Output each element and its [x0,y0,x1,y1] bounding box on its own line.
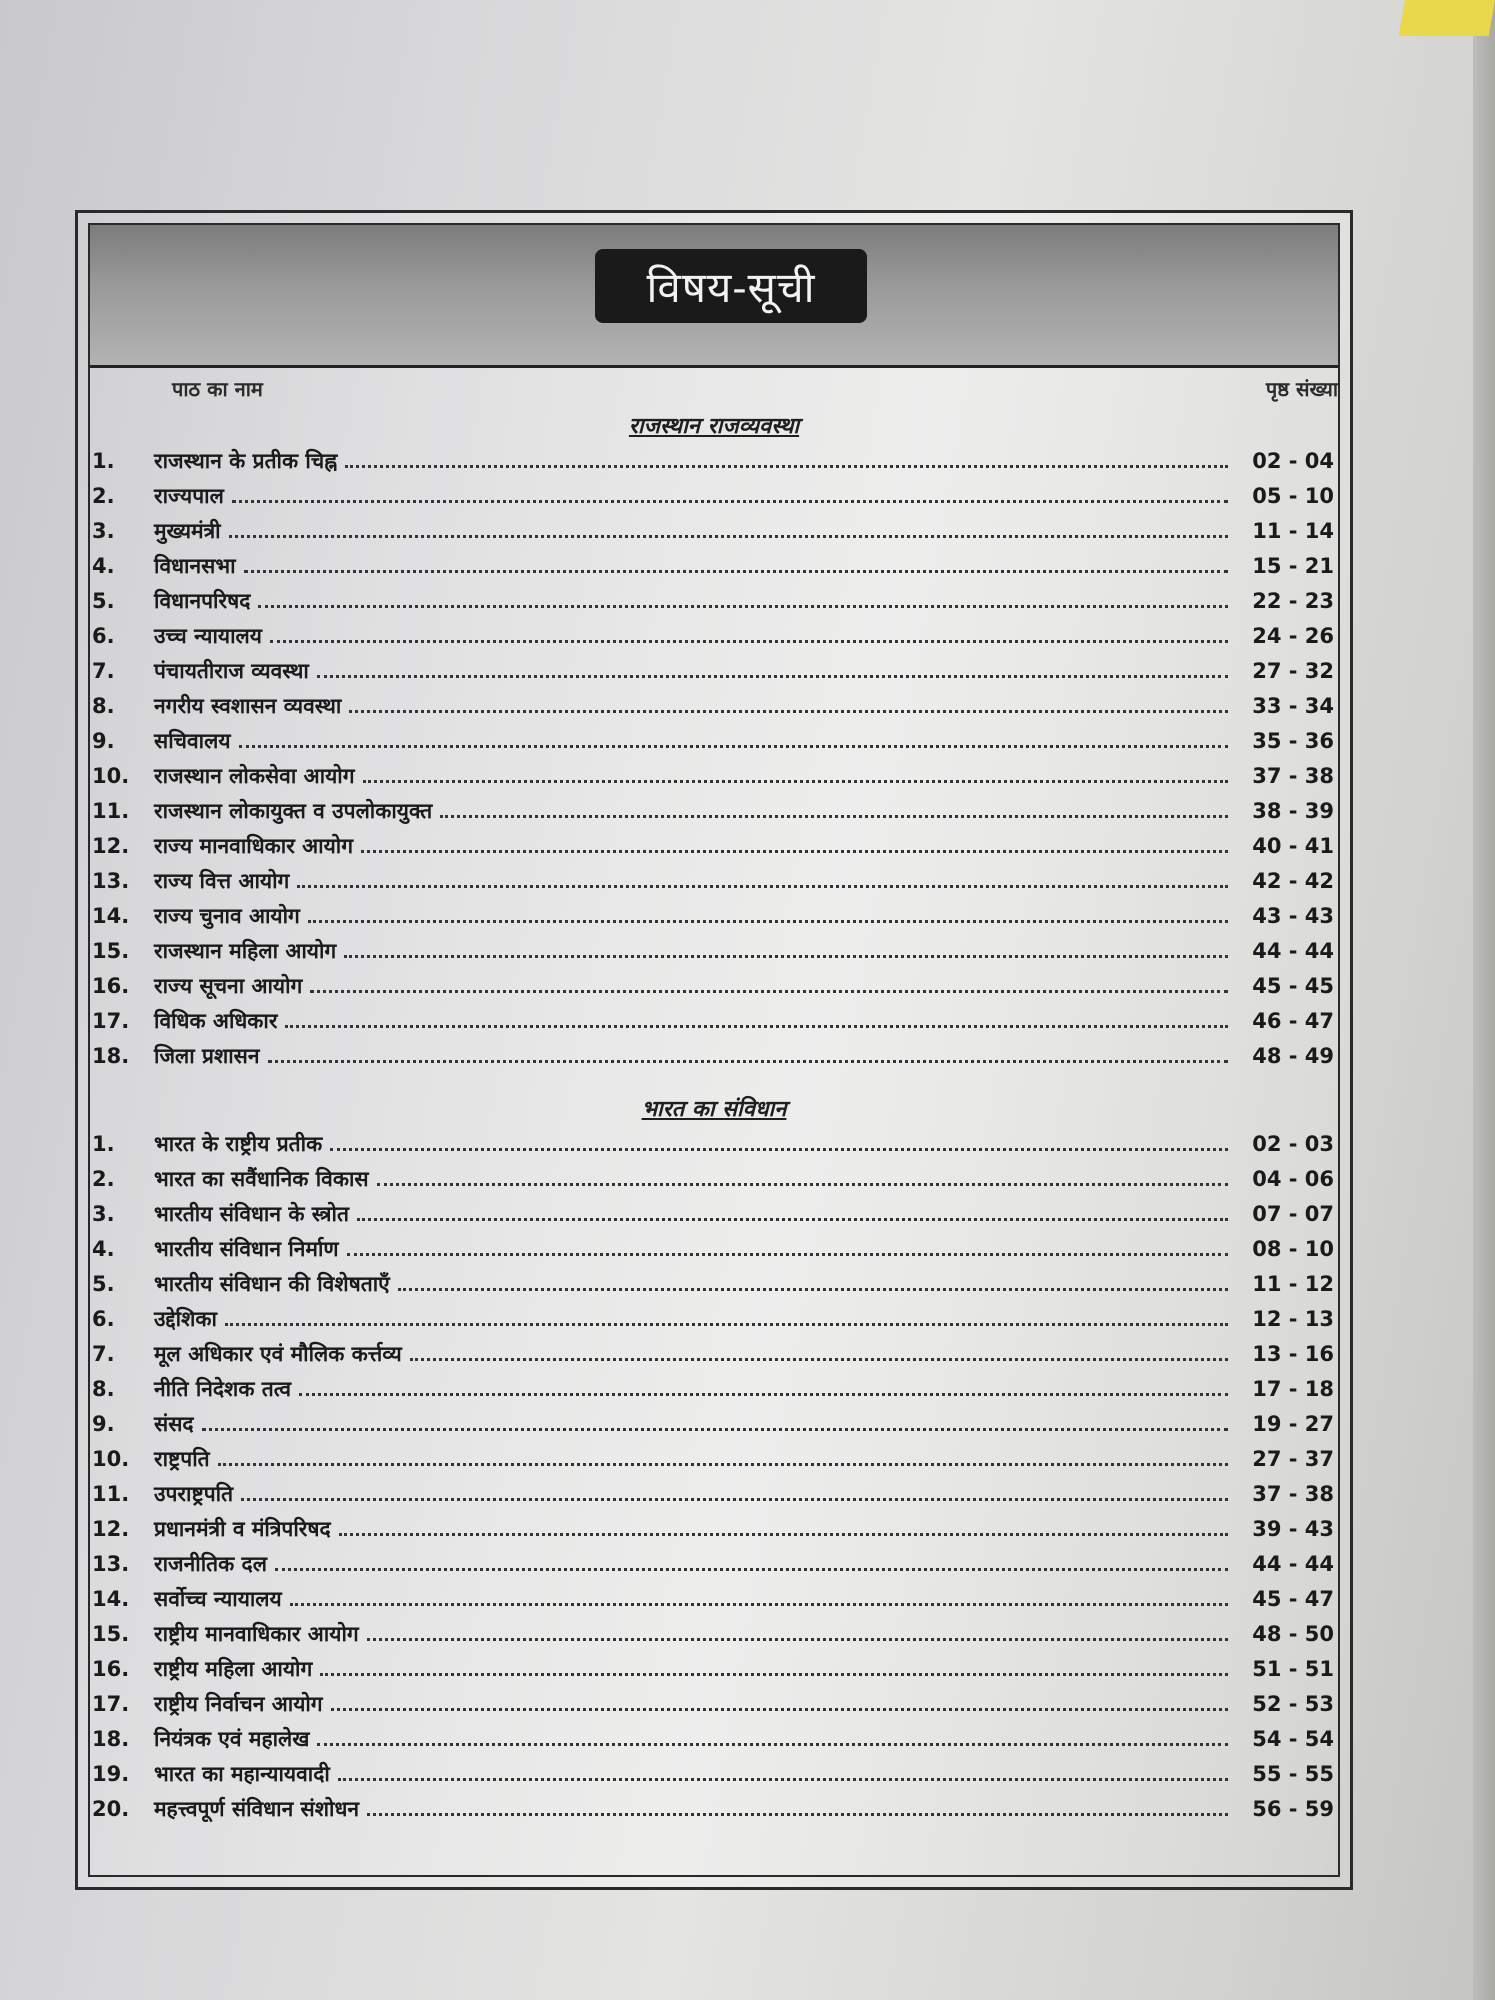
toc-item-number: 6. [92,624,115,648]
toc-row [90,1340,1338,1374]
toc-row [90,1007,1338,1041]
dot-leader [330,1147,1228,1151]
toc-item-pages: 44 - 44 [1252,1552,1334,1576]
toc-item-pages: 04 - 06 [1252,1167,1334,1191]
toc-item-number: 7. [92,1342,115,1366]
toc-item-title: नगरीय स्वशासन व्यवस्था [154,694,342,718]
toc-row [90,622,1338,656]
toc-row [90,1725,1338,1759]
page-title: विषय-सूची [595,249,867,323]
toc-row [90,1655,1338,1689]
toc-item-pages: 35 - 36 [1252,729,1334,753]
toc-item-pages: 02 - 04 [1252,449,1334,473]
toc-row [90,482,1338,516]
dot-leader [367,1812,1228,1816]
dot-leader [347,1252,1228,1256]
dot-leader [338,1777,1228,1781]
dot-leader [239,744,1228,748]
toc-item-number: 9. [92,729,115,753]
toc-row [90,902,1338,936]
dot-leader [398,1287,1228,1291]
dot-leader [317,674,1228,678]
toc-item-pages: 52 - 53 [1252,1692,1334,1716]
toc-item-title: राष्ट्रीय महिला आयोग [154,1657,313,1681]
dot-leader [285,1024,1228,1028]
toc-item-title: भारत का महान्यायवादी [154,1762,330,1786]
toc-row [90,937,1338,971]
toc-row [90,1795,1338,1829]
toc-row [90,1235,1338,1269]
toc-row [90,1270,1338,1304]
toc-frame-inner [88,223,1340,1877]
toc-item-pages: 37 - 38 [1252,1482,1334,1506]
toc-item-pages: 54 - 54 [1252,1727,1334,1751]
toc-item-title: भारतीय संविधान निर्माण [154,1237,339,1261]
dot-leader [290,1602,1228,1606]
dot-leader [320,1672,1228,1676]
toc-item-title: भारतीय संविधान के स्त्रोत [154,1202,349,1226]
toc-item-title: राज्य वित्त आयोग [154,869,290,893]
toc-row [90,727,1338,761]
dot-leader [440,814,1228,818]
toc-item-number: 11. [92,1482,130,1506]
toc-item-title: भारतीय संविधान की विशेषताएँ [154,1272,390,1296]
dot-leader [229,534,1228,538]
toc-item-number: 1. [92,449,115,473]
toc-item-pages: 07 - 07 [1252,1202,1334,1226]
toc-item-title: विधानपरिषद [154,589,251,613]
toc-item-pages: 05 - 10 [1252,484,1334,508]
dot-leader [349,709,1228,713]
toc-item-number: 14. [92,904,130,928]
dot-leader [202,1427,1228,1431]
toc-item-number: 9. [92,1412,115,1436]
toc-item-number: 19. [92,1762,130,1786]
toc-row [90,1042,1338,1076]
dot-leader [308,919,1228,923]
dot-leader [310,989,1228,993]
toc-item-pages: 27 - 37 [1252,1447,1334,1471]
toc-item-number: 3. [92,1202,115,1226]
toc-item-pages: 51 - 51 [1252,1657,1334,1681]
toc-row [90,972,1338,1006]
dot-leader [361,849,1228,853]
toc-row [90,587,1338,621]
toc-item-title: महत्त्वपूर्ण संविधान संशोधन [154,1797,360,1821]
toc-row [90,692,1338,726]
toc-item-title: राजस्थान लोकसेवा आयोग [154,764,355,788]
toc-row [90,1410,1338,1444]
toc-item-title: सर्वोच्च न्यायालय [154,1587,282,1611]
toc-item-number: 16. [92,974,130,998]
toc-item-title: उपराष्ट्रपति [154,1482,234,1506]
toc-row [90,552,1338,586]
dot-leader [218,1462,1228,1466]
toc-item-number: 13. [92,1552,130,1576]
toc-row [90,797,1338,831]
toc-item-pages: 22 - 23 [1252,589,1334,613]
toc-item-pages: 19 - 27 [1252,1412,1334,1436]
toc-item-title: उद्देशिका [154,1307,217,1331]
toc-row [90,1585,1338,1619]
toc-item-number: 8. [92,1377,115,1401]
dot-leader [377,1182,1228,1186]
toc-item-number: 15. [92,939,130,963]
toc-item-number: 17. [92,1009,130,1033]
toc-item-number: 8. [92,694,115,718]
dot-leader [241,1497,1228,1501]
toc-item-number: 20. [92,1797,130,1821]
toc-item-number: 4. [92,554,115,578]
toc-row [90,1515,1338,1549]
toc-item-pages: 13 - 16 [1252,1342,1334,1366]
toc-row [90,867,1338,901]
toc-item-title: राजस्थान लोकायुक्त व उपलोकायुक्त [154,799,433,823]
toc-item-title: राष्ट्रीय निर्वाचन आयोग [154,1692,323,1716]
toc-item-pages: 42 - 42 [1252,869,1334,893]
toc-row [90,1375,1338,1409]
toc-item-title: मूल अधिकार एवं मौलिक कर्त्तव्य [154,1342,402,1366]
toc-item-title: राज्य मानवाधिकार आयोग [154,834,354,858]
toc-row [90,1690,1338,1724]
dot-leader [299,1392,1228,1396]
toc-item-pages: 43 - 43 [1252,904,1334,928]
toc-item-number: 10. [92,764,130,788]
toc-item-pages: 15 - 21 [1252,554,1334,578]
toc-item-number: 14. [92,1587,130,1611]
dot-leader [363,779,1228,783]
toc-row [90,1200,1338,1234]
toc-item-pages: 44 - 44 [1252,939,1334,963]
toc-item-title: नीति निदेशक तत्व [154,1377,291,1401]
toc-item-number: 2. [92,484,115,508]
toc-item-number: 10. [92,1447,130,1471]
toc-item-title: उच्च न्यायालय [154,624,262,648]
toc-row [90,517,1338,551]
toc-item-title: विधिक अधिकार [154,1009,278,1033]
toc-item-title: प्रधानमंत्री व मंत्रिपरिषद [154,1517,331,1541]
dot-leader [275,1567,1228,1571]
toc-item-pages: 02 - 03 [1252,1132,1334,1156]
toc-item-number: 5. [92,1272,115,1296]
toc-item-pages: 37 - 38 [1252,764,1334,788]
toc-row [90,1130,1338,1164]
dot-leader [344,954,1228,958]
toc-item-title: राजनीतिक दल [154,1552,267,1576]
toc-item-pages: 46 - 47 [1252,1009,1334,1033]
toc-row [90,1165,1338,1199]
toc-item-number: 5. [92,589,115,613]
toc-item-title: सचिवालय [154,729,231,753]
toc-item-title: राजस्थान महिला आयोग [154,939,337,963]
toc-item-pages: 12 - 13 [1252,1307,1334,1331]
toc-item-number: 2. [92,1167,115,1191]
toc-item-number: 11. [92,799,130,823]
toc-item-number: 12. [92,1517,130,1541]
dot-leader [367,1637,1228,1641]
toc-item-number: 6. [92,1307,115,1331]
dot-leader [270,639,1228,643]
dot-leader [339,1532,1228,1536]
toc-item-number: 13. [92,869,130,893]
toc-item-number: 1. [92,1132,115,1156]
toc-item-title: जिला प्रशासन [154,1044,260,1068]
toc-item-number: 16. [92,1657,130,1681]
toc-item-pages: 24 - 26 [1252,624,1334,648]
toc-item-title: मुख्यमंत्री [154,519,221,543]
dot-leader [244,569,1228,573]
toc-row [90,762,1338,796]
toc-item-number: 15. [92,1622,130,1646]
page-edge [1473,0,1495,2000]
toc-item-title: राज्यपाल [154,484,224,508]
toc-item-number: 12. [92,834,130,858]
toc-row [90,1760,1338,1794]
toc-item-number: 18. [92,1044,130,1068]
toc-item-pages: 33 - 34 [1252,694,1334,718]
toc-row [90,1445,1338,1479]
toc-item-pages: 11 - 12 [1252,1272,1334,1296]
toc-item-pages: 11 - 14 [1252,519,1334,543]
dot-leader [297,884,1228,888]
toc-item-number: 4. [92,1237,115,1261]
column-header-lesson-name: पाठ का नाम [172,377,263,401]
toc-item-number: 7. [92,659,115,683]
toc-row [90,1550,1338,1584]
toc-item-title: भारत का सवैंधानिक विकास [154,1167,369,1191]
toc-item-pages: 40 - 41 [1252,834,1334,858]
toc-item-title: राजस्थान के प्रतीक चिह्न [154,449,338,473]
toc-row [90,1305,1338,1339]
toc-item-pages: 38 - 39 [1252,799,1334,823]
dot-leader [317,1742,1228,1746]
header-band [90,225,1338,368]
toc-item-pages: 55 - 55 [1252,1762,1334,1786]
toc-item-title: राज्य सूचना आयोग [154,974,303,998]
toc-item-title: राष्ट्रपति [154,1447,210,1471]
toc-item-pages: 48 - 49 [1252,1044,1334,1068]
section-heading-rajasthan: राजस्थान राजव्यवस्था [628,414,800,439]
toc-item-number: 3. [92,519,115,543]
toc-row [90,1480,1338,1514]
dot-leader [268,1059,1228,1063]
toc-item-pages: 39 - 43 [1252,1517,1334,1541]
toc-item-title: नियंत्रक एवं महालेख [154,1727,310,1751]
toc-frame [75,210,1353,1890]
toc-item-title: राज्य चुनाव आयोग [154,904,300,928]
column-header-page-number: पृष्ठ संख्या [1265,377,1338,401]
toc-item-pages: 17 - 18 [1252,1377,1334,1401]
dot-leader [357,1217,1228,1221]
toc-item-pages: 45 - 45 [1252,974,1334,998]
toc-item-title: विधानसभा [154,554,236,578]
toc-row [90,657,1338,691]
toc-row [90,447,1338,481]
toc-item-pages: 08 - 10 [1252,1237,1334,1261]
dot-leader [331,1707,1228,1711]
section-heading-constitution: भारत का संविधान [641,1097,787,1122]
toc-item-number: 18. [92,1727,130,1751]
yellow-tab [1399,0,1495,36]
toc-item-pages: 27 - 32 [1252,659,1334,683]
toc-item-title: संसद [154,1412,194,1436]
dot-leader [410,1357,1228,1361]
toc-item-title: भारत के राष्ट्रीय प्रतीक [154,1132,323,1156]
dot-leader [225,1322,1228,1326]
dot-leader [345,464,1228,468]
toc-item-title: राष्ट्रीय मानवाधिकार आयोग [154,1622,359,1646]
toc-row [90,1620,1338,1654]
toc-item-pages: 48 - 50 [1252,1622,1334,1646]
toc-item-number: 17. [92,1692,130,1716]
dot-leader [232,499,1228,503]
toc-item-pages: 56 - 59 [1252,1797,1334,1821]
toc-item-title: पंचायतीराज व्यवस्था [154,659,309,683]
toc-row [90,832,1338,866]
dot-leader [258,604,1228,608]
toc-item-pages: 45 - 47 [1252,1587,1334,1611]
